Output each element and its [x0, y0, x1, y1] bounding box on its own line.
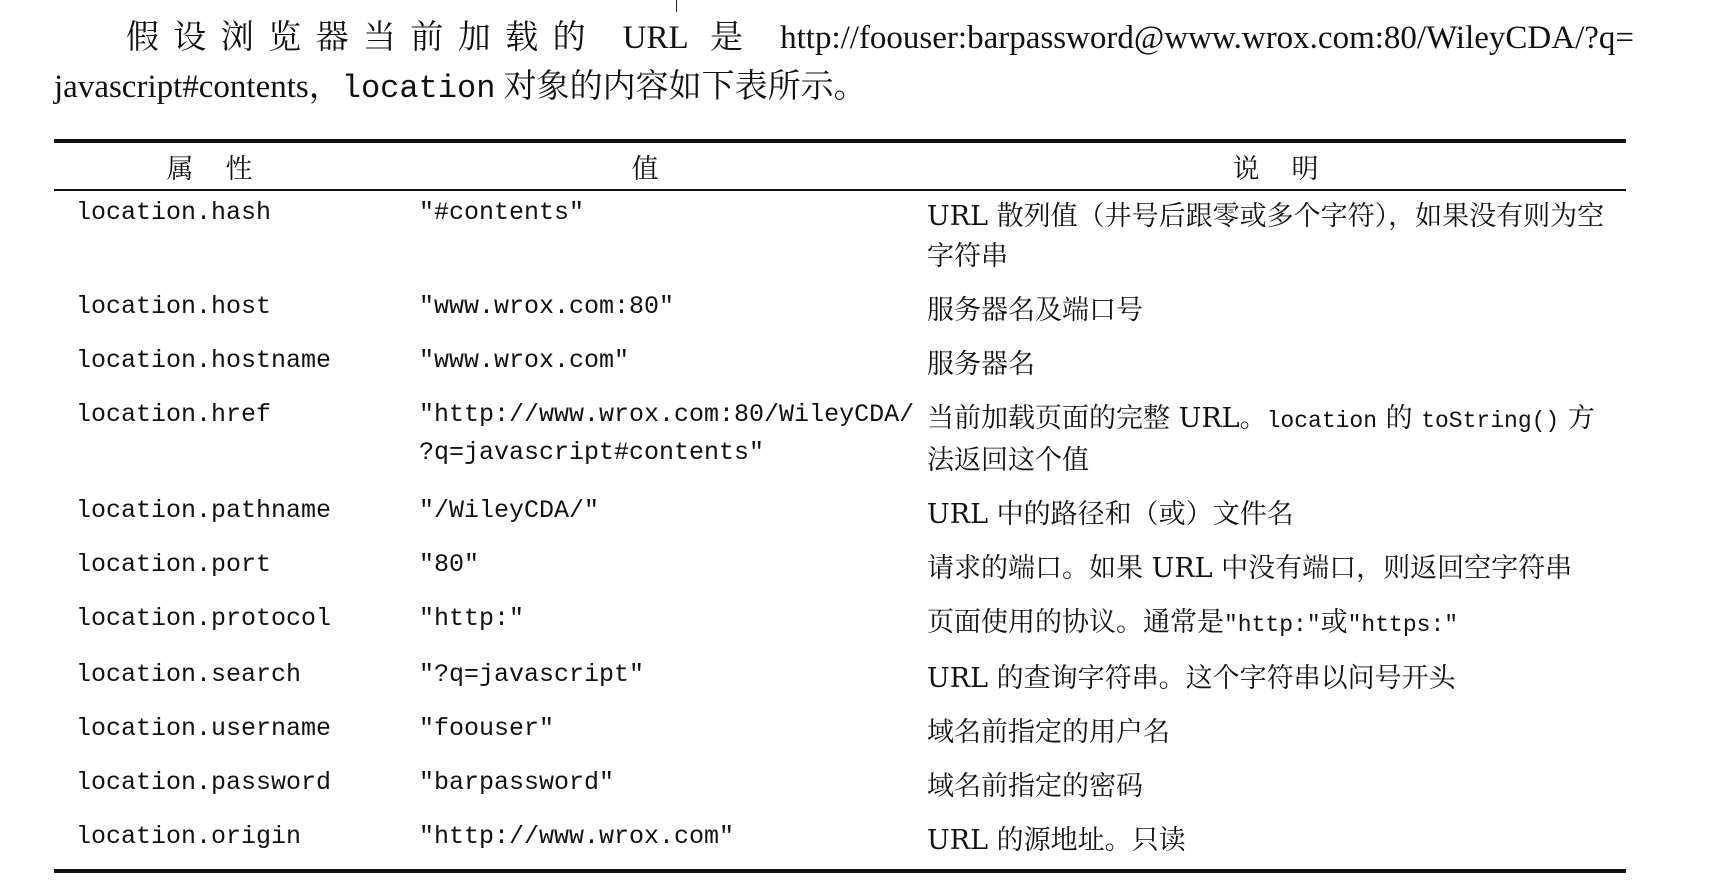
cell-description: [925, 815, 1626, 871]
table-row: [54, 597, 1626, 653]
cell-property: location.port: [76, 550, 272, 579]
cell-description: [925, 653, 1626, 707]
description-text: URL 的查询字符串。这个字符串以问号开头: [927, 663, 1456, 694]
table-row: [54, 339, 1626, 393]
cell-description: [925, 339, 1626, 393]
table-row: [54, 707, 1626, 761]
cell-value: "/WileyCDA/": [419, 496, 600, 525]
description-text: 当前加载页面的完整 URL。: [927, 403, 1267, 434]
cell-property: location.pathname: [76, 496, 332, 525]
cell-property: location.protocol: [76, 604, 332, 633]
header-property: 属性: [54, 141, 365, 190]
description-text: URL 中的路径和（或）文件名: [927, 499, 1294, 530]
table-header-row: [54, 141, 1626, 190]
description-text: 服务器名及端口号: [927, 295, 1143, 326]
table-body: [54, 190, 1626, 871]
intro-line-2-suffix: 对象的内容如下表所示。: [495, 69, 867, 105]
cell-description: [925, 393, 1626, 489]
cell-value: "foouser": [419, 714, 555, 743]
cell-description: [925, 707, 1626, 761]
table-row: [54, 190, 1626, 285]
description-code: "http:": [1224, 612, 1321, 638]
table-row: [54, 815, 1626, 871]
table-row: [54, 761, 1626, 815]
intro-code-location: location: [341, 70, 496, 107]
table-row: [54, 489, 1626, 543]
page-tick-mark: [676, 0, 677, 12]
cell-value: "barpassword": [419, 768, 615, 797]
table-row: [54, 285, 1626, 339]
cell-value: "80": [419, 550, 480, 579]
cell-property: location.origin: [76, 822, 302, 851]
intro-line-1: 假设浏览器当前加载的 URL 是 http://foouser:barpassword@www.wrox.com:80/WileyCDA/?q=: [126, 20, 1634, 56]
cell-description: [925, 190, 1626, 285]
cell-value: "#contents": [419, 198, 585, 227]
cell-value: "http:": [419, 604, 525, 633]
description-text: 的: [1377, 403, 1422, 434]
cell-description: [925, 543, 1626, 597]
description-text: URL 的源地址。只读: [927, 825, 1186, 856]
cell-value: "www.wrox.com": [419, 346, 630, 375]
cell-description: [925, 597, 1626, 653]
cell-property: location.search: [76, 660, 302, 689]
cell-value: "www.wrox.com:80": [419, 292, 675, 321]
table-row: [54, 393, 1626, 489]
table-header: [54, 141, 1626, 190]
header-value: 值: [365, 141, 925, 190]
description-code: toString(): [1421, 408, 1560, 434]
cell-property: location.username: [76, 714, 332, 743]
cell-value: "?q=javascript": [419, 660, 645, 689]
description-code: "https:": [1347, 612, 1459, 638]
description-text: URL 散列值（井号后跟零或多个字符），如果没有则为空字符串: [927, 201, 1605, 272]
description-text: 域名前指定的密码: [927, 771, 1143, 802]
description-code: location: [1266, 408, 1378, 434]
table-row: [54, 543, 1626, 597]
cell-description: [925, 489, 1626, 543]
intro-line-2-prefix: javascript#contents，: [54, 69, 342, 105]
cell-property: location.hash: [76, 198, 272, 227]
table-row: [54, 653, 1626, 707]
description-text: 域名前指定的用户名: [927, 717, 1170, 748]
header-description: 说明: [925, 141, 1626, 190]
cell-description: [925, 285, 1626, 339]
cell-property: location.hostname: [76, 346, 332, 375]
cell-property: location.password: [76, 768, 332, 797]
description-text: 请求的端口。如果 URL 中没有端口，则返回空字符串: [927, 553, 1573, 584]
description-text: 方法返回这个值: [927, 403, 1595, 476]
description-text: 页面使用的协议。通常是: [927, 607, 1224, 638]
location-properties-table: [54, 139, 1626, 873]
cell-property: location.href: [76, 400, 272, 429]
cell-value: "http://www.wrox.com": [419, 822, 735, 851]
cell-description: [925, 761, 1626, 815]
description-text: 服务器名: [927, 349, 1035, 380]
cell-value: "http://www.wrox.com:80/WileyCDA/ ?q=javascript#contents": [419, 400, 915, 467]
description-text: 或: [1320, 607, 1348, 638]
cell-property: location.host: [76, 292, 272, 321]
intro-paragraph: [54, 14, 1634, 113]
intro-line-2: [54, 63, 1634, 113]
